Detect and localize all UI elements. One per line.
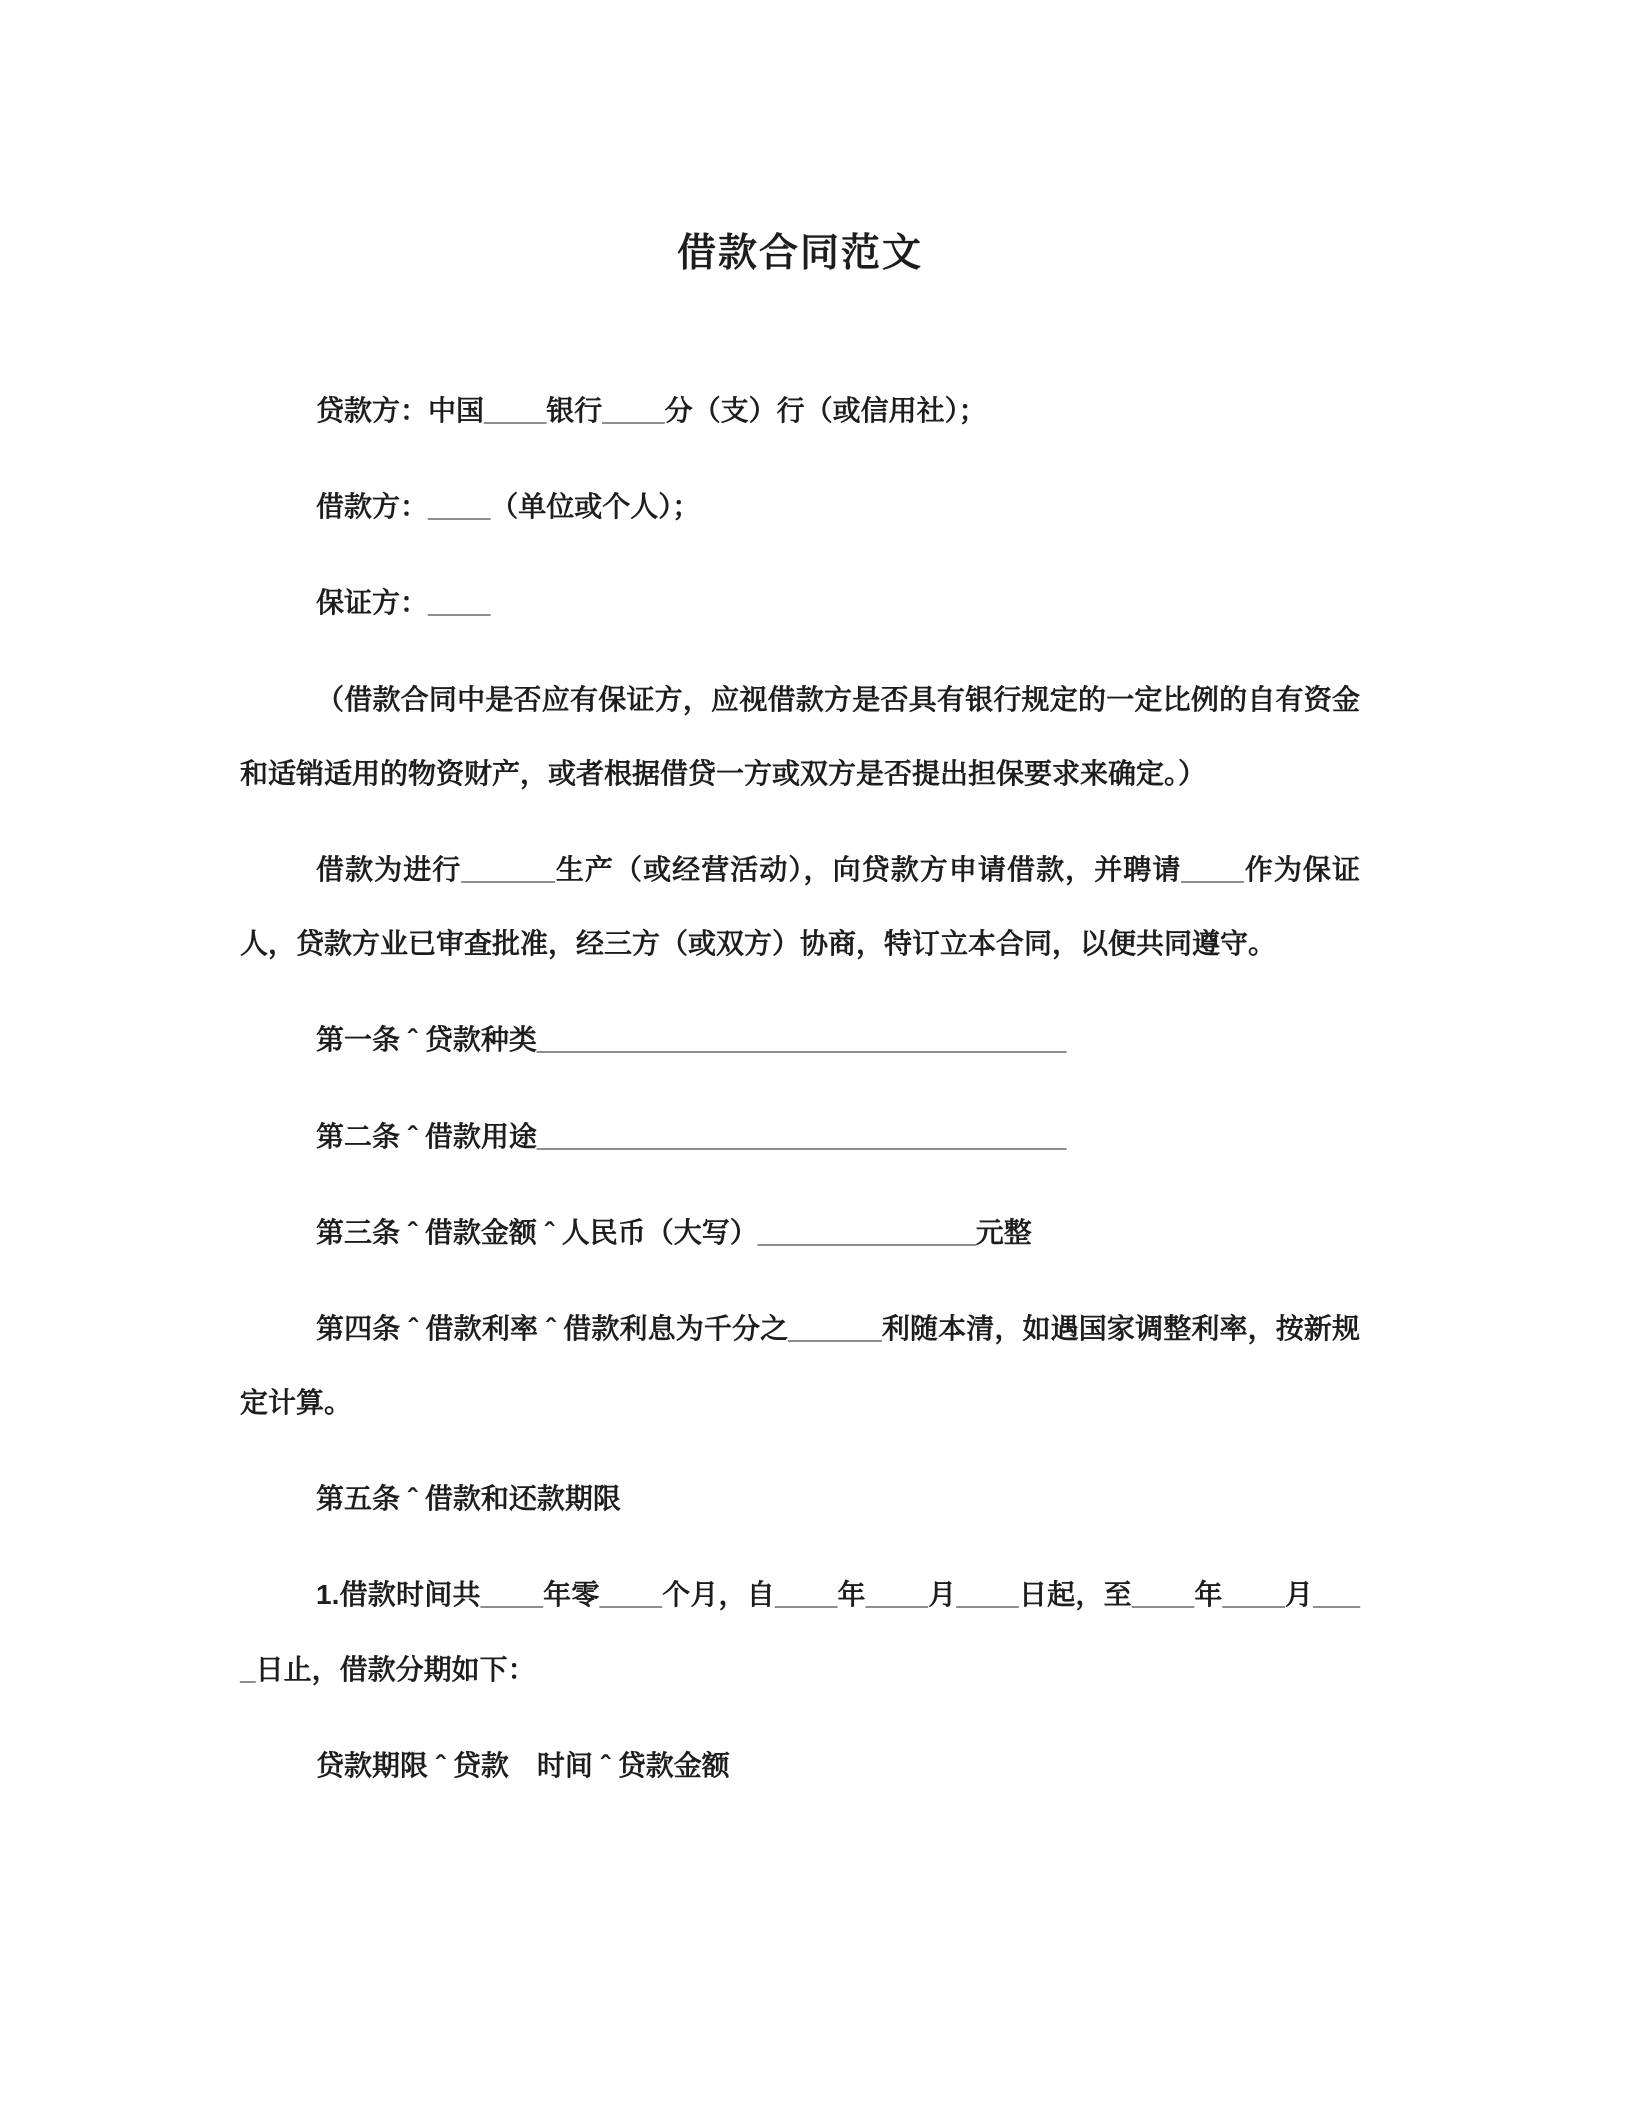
- paragraph-article-2: 第二条 ˆ 借款用途__________________________________: [316, 1120, 1067, 1152]
- paragraph-lender: 贷款方：中国____银行____分（支）行（或信用社）；: [316, 395, 987, 426]
- paragraph-borrower: 借款方：____（单位或个人）；: [316, 491, 701, 523]
- document-title: 借款合同范文: [676, 232, 923, 275]
- paragraph-loan-term: 1.借款时间共____年零____个月，自____年____月____日起，至____年____月____日止，借款分期如下：: [240, 1579, 1360, 1685]
- paragraph-loan-table-header: 贷款期限 ˆ 贷款 时间 ˆ 贷款金额: [316, 1749, 730, 1781]
- paragraph-article-5: 第五条 ˆ 借款和还款期限: [316, 1483, 621, 1515]
- paragraph-article-3: 第三条 ˆ 借款金额 ˆ 人民币（大写）______________元整: [316, 1216, 1032, 1248]
- paragraph-article-4: 第四条 ˆ 借款利率 ˆ 借款利息为千分之______利随本清，如遇国家调整利率，按新规定计算。: [240, 1312, 1360, 1419]
- paragraph-article-1: 第一条 ˆ 贷款种类__________________________________: [316, 1024, 1067, 1056]
- paragraph-guarantor-note: （借款合同中是否应有保证方，应视借款方是否具有银行规定的一定比例的自有资金和适销适用的物资财产，或者根据借贷一方或双方是否提出担保要求来确定。）: [240, 683, 1360, 789]
- paragraph-preamble: 借款为进行______生产（或经营活动），向贷款方申请借款，并聘请____作为保证人，贷款方业已审查批准，经三方（或双方）协商，特订立本合同，以便共同遵守。: [240, 853, 1360, 960]
- paragraph-guarantor: 保证方：____: [316, 587, 491, 619]
